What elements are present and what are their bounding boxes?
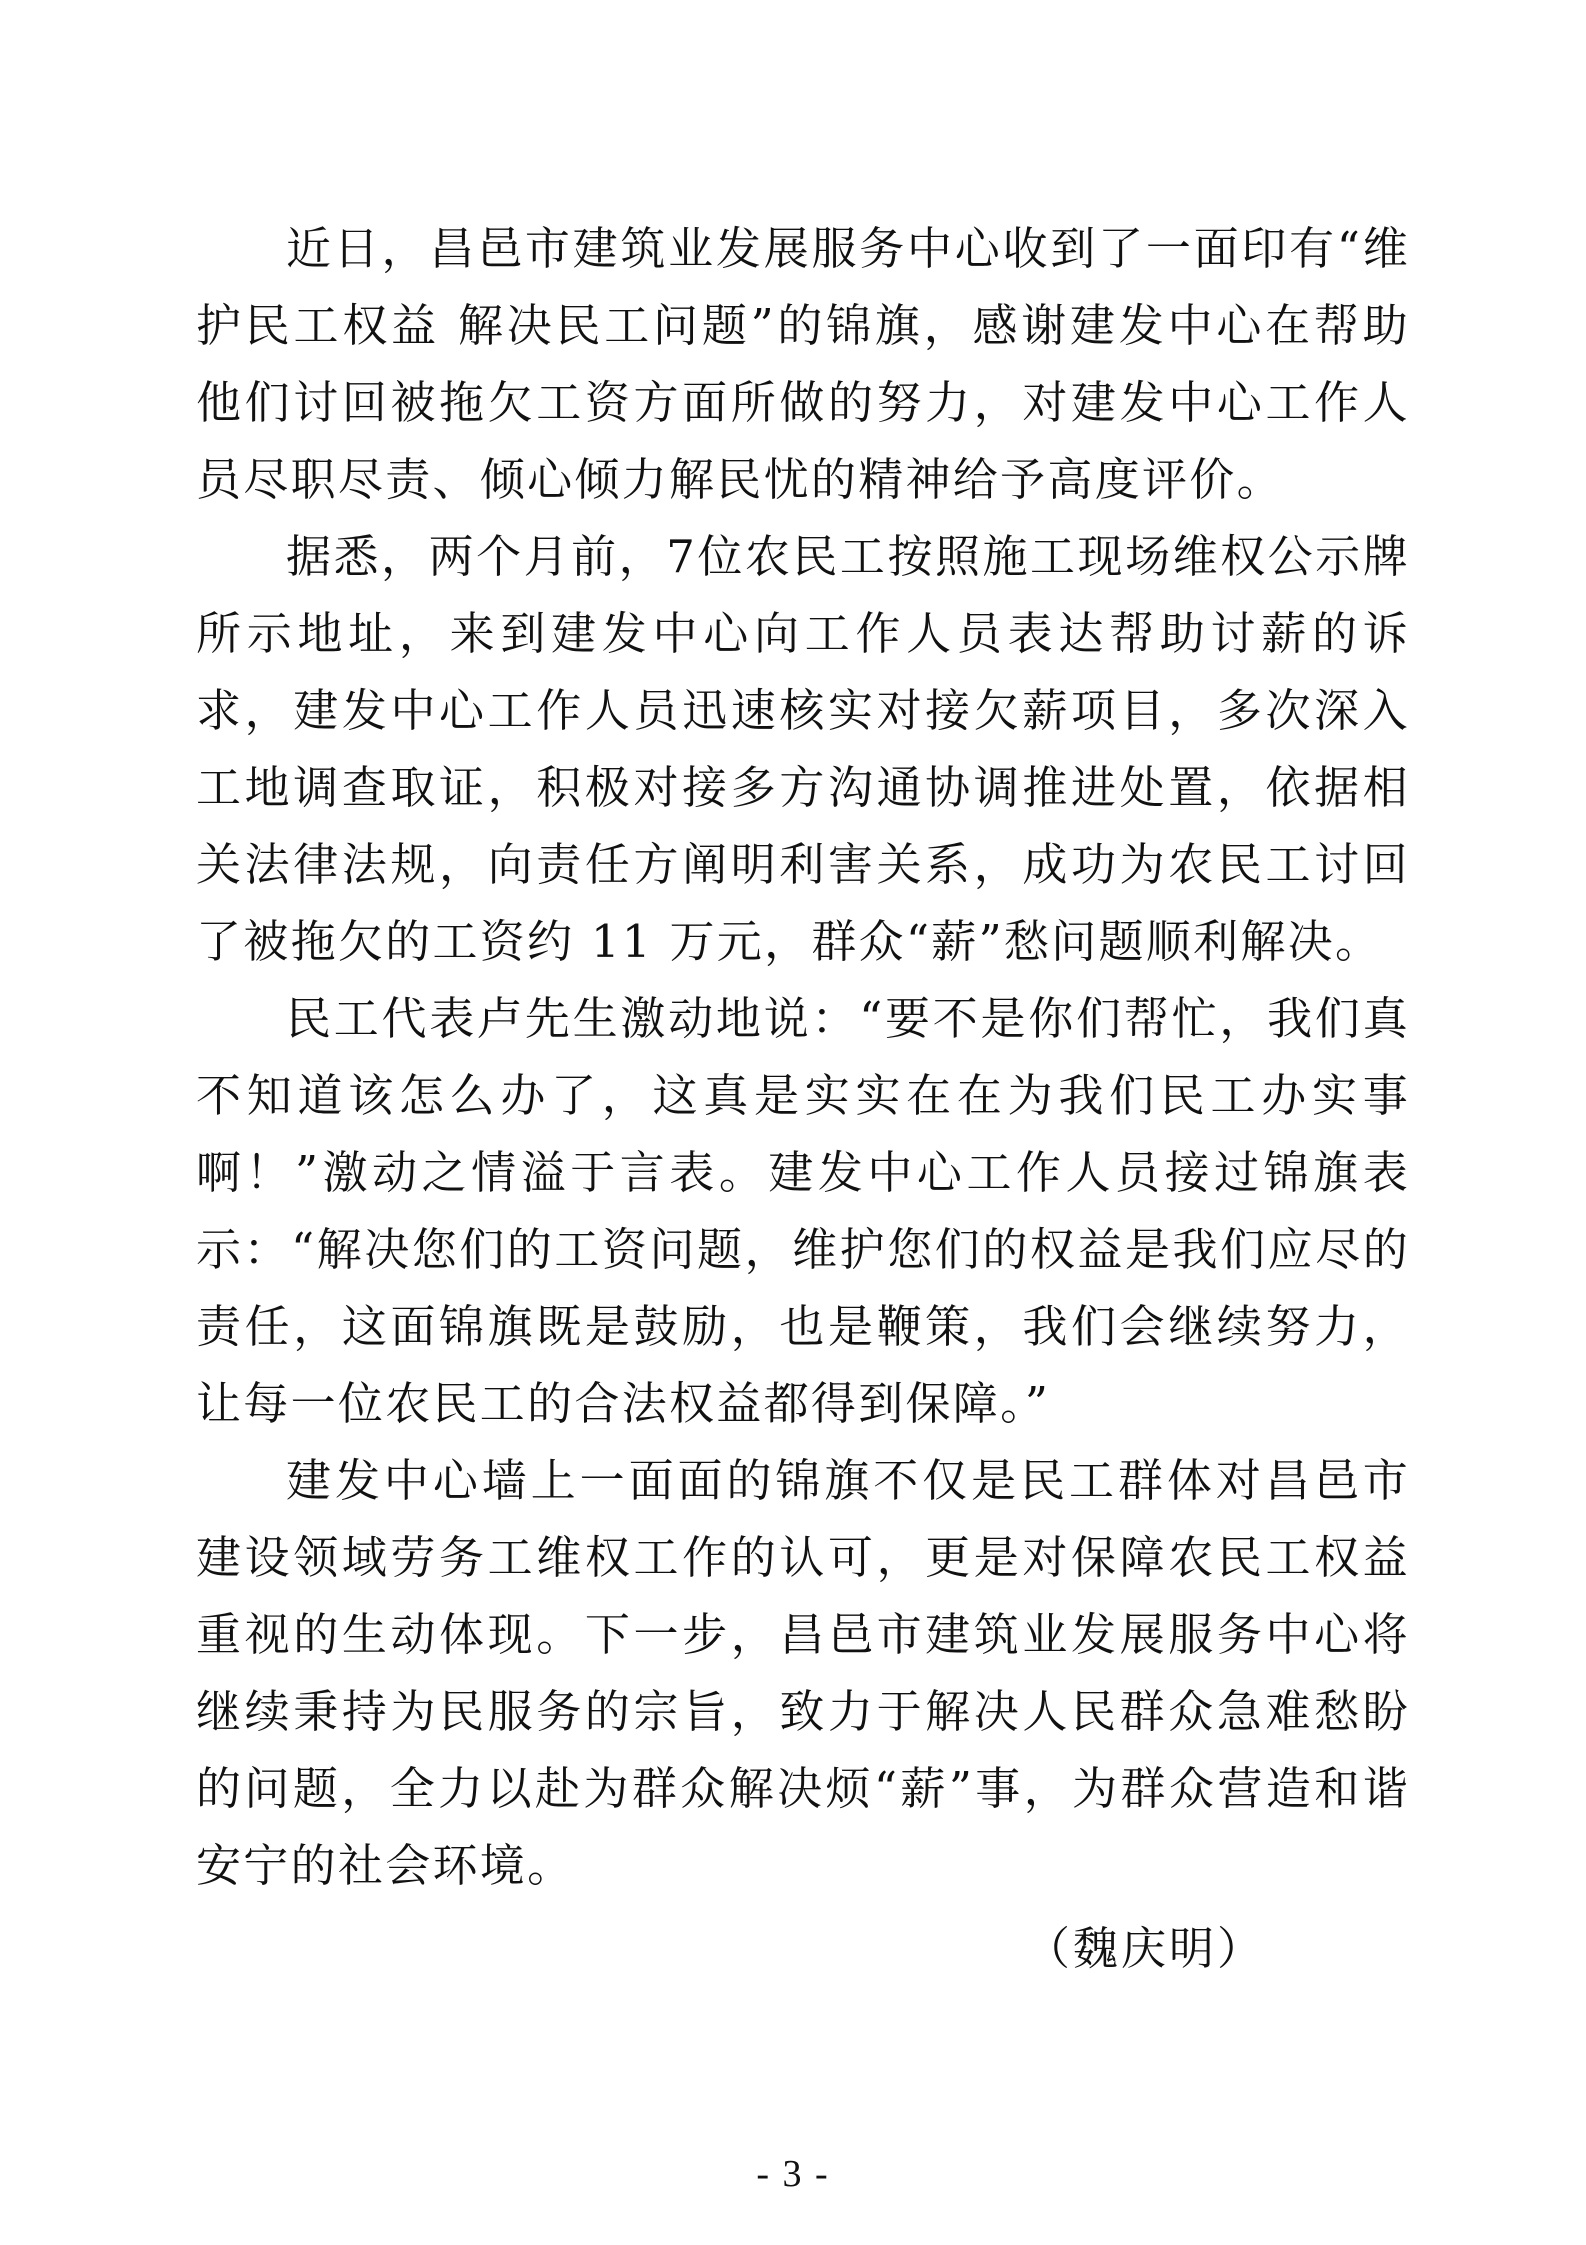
paragraph-flag-received: 近日，昌邑市建筑业发展服务中心收到了一面印有“维护民工权益 解决民工问题”的锦旗，感谢建发中心在帮助他们讨回被拖欠工资方面所做的努力，对建发中心工作人员尽职尽责、倾心倾力解民忧的精神给予高度评价。 bbox=[196, 222, 1410, 506]
paragraph-wage-recovery: 据悉，两个月前，7位农民工按照施工现场维权公示牌所示地址，来到建发中心向工作人员表达帮助讨薪的诉求，建发中心工作人员迅速核实对接欠薪项目，多次深入工地调查取证，积极对接多方沟通协调推进处置，依据相关法律法规，向责任方阐明利害关系，成功为农民工讨回了被拖欠的工资约 11 万元，群众“薪”愁问题顺利解决。 bbox=[196, 530, 1410, 968]
author-signature: （魏庆明） bbox=[1024, 1922, 1265, 1975]
paragraph-next-steps: 建发中心墙上一面面的锦旗不仅是民工群体对昌邑市建设领域劳务工维权工作的认可，更是对保障农民工权益重视的生动体现。下一步，昌邑市建筑业发展服务中心将继续秉持为民服务的宗旨，致力于解决人民群众急难愁盼的问题，全力以赴为群众解决烦“薪”事，为群众营造和谐安宁的社会环境。 bbox=[196, 1454, 1410, 1892]
article-body bbox=[196, 210, 1410, 1987]
page-number: - 3 - bbox=[756, 2153, 830, 2195]
paragraph-worker-quote: 民工代表卢先生激动地说：“要不是你们帮忙，我们真不知道该怎么办了，这真是实实在在为我们民工办实事啊！”激动之情溢于言表。建发中心工作人员接过锦旗表示：“解决您们的工资问题，维护您们的权益是我们应尽的责任，这面锦旗既是鼓励，也是鞭策，我们会继续努力，让每一位农民工的合法权益都得到保障。” bbox=[196, 992, 1410, 1430]
